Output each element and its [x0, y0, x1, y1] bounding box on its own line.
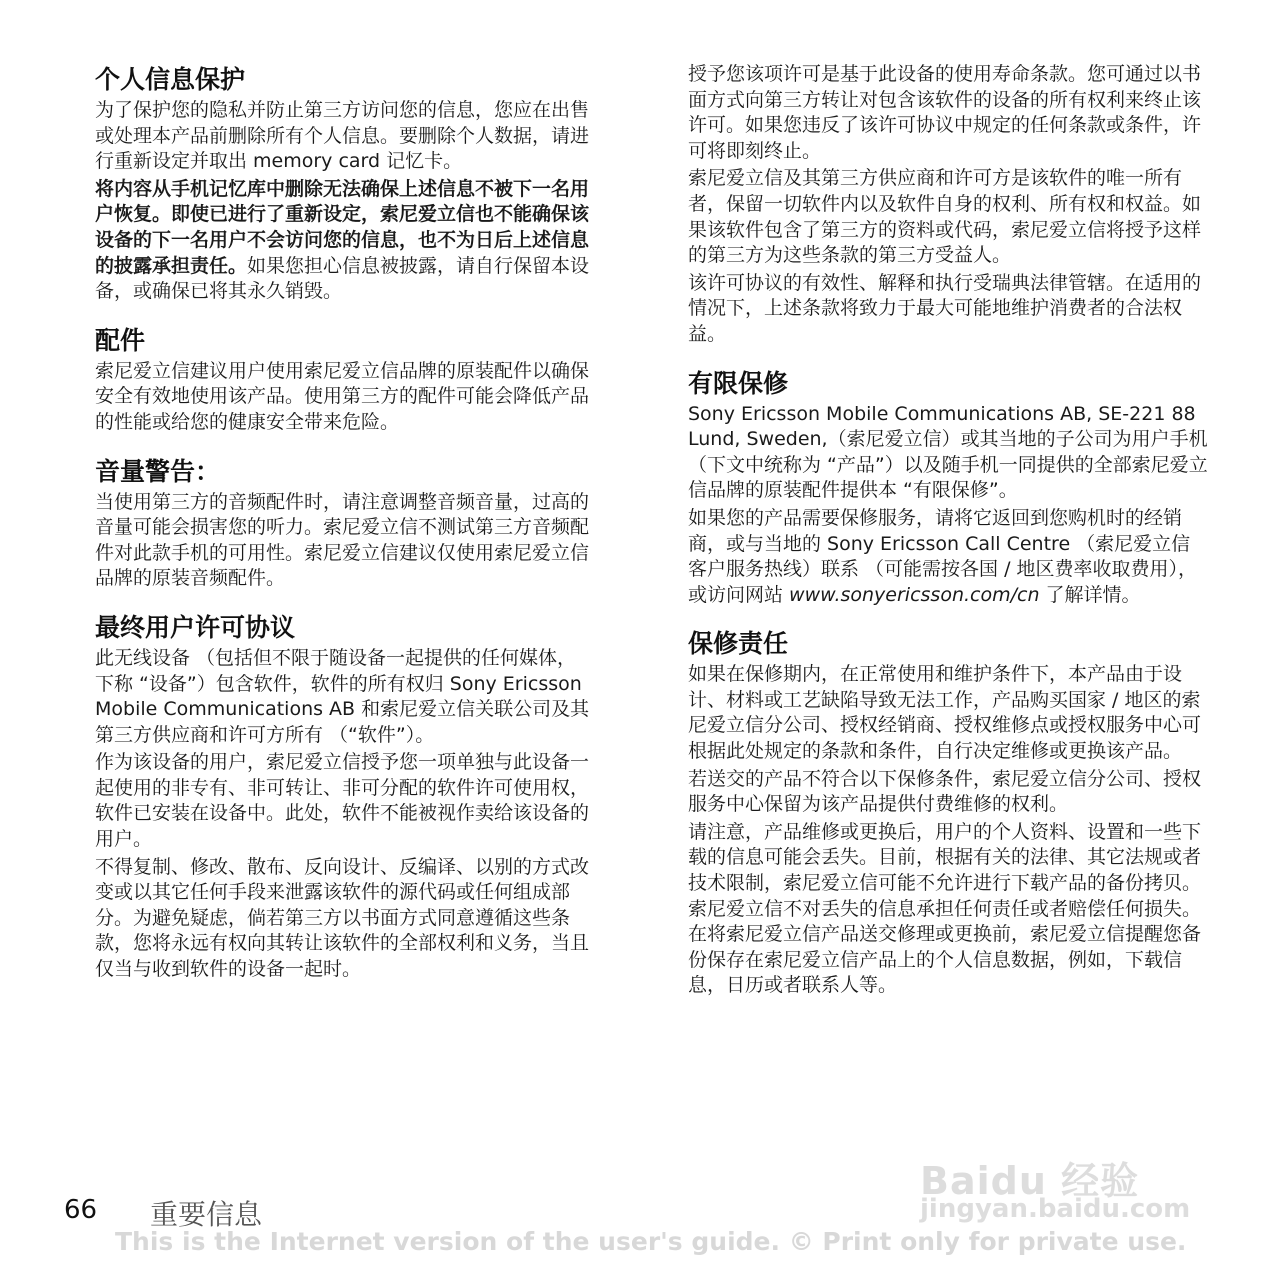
eula-cont-paragraph-3: 该许可协议的有效性、解释和执行受瑞典法律管辖。在适用的情况下，上述条款将致力于最大可能地维护消费者的合法权益。: [688, 271, 1202, 345]
eula-paragraph-1: 此无线设备 （包括但不限于随设备一起提供的任何媒体，下称 “设备”）包含软件，软件的所有权归 Sony Ericsson Mobile Communications AB 和索尼爱立信关联公司及其第三方供应商和许可方所有 （“软件”）。: [95, 646, 590, 746]
warranty-paragraph-1: Sony Ericsson Mobile Communications AB, SE-221 88 Lund, Sweden,（索尼爱立信）或其当地的子公司为用户手机 （下文中统称为 “产品”）以及随手机一同提供的全部索尼爱立信品牌的原装配件提供本 “有限保修”。: [688, 402, 1208, 502]
warranty-paragraph-2: [688, 506, 1208, 608]
page-number: 66: [64, 1195, 98, 1225]
accessories-paragraph: 索尼爱立信建议用户使用索尼爱立信品牌的原装配件以确保安全有效地使用该产品。使用第三方的配件可能会降低产品的性能或给您的健康安全带来危险。: [95, 359, 590, 433]
eula-cont-paragraph-2: 索尼爱立信及其第三方供应商和许可方是该软件的唯一所有者，保留一切软件内以及软件自身的权利、所有权和权益。如果该软件包含了第三方的资料或代码，索尼爱立信将授予这样的第三方为这些条款的第三方受益人。: [688, 167, 1202, 267]
volume-paragraph: 当使用第三方的音频配件时，请注意调整音频音量，过高的音量可能会损害您的听力。索尼爱立信不测试第三方音频配件对此款手机的可用性。索尼爱立信建议仅使用索尼爱立信品牌的原装音频配件。: [95, 490, 590, 590]
eula-cont-paragraph-1: 授予您该项许可是基于此设备的使用寿命条款。您可通过以书面方式向第三方转让对包含该软件的设备的所有权利来终止该许可。如果您违反了该许可协议中规定的任何条款或条件，许可将即刻终止。: [688, 63, 1202, 162]
privacy-bold-text: 将内容从手机记忆库中删除无法确保上述信息不被下一名用户恢复。即使已进行了重新设定，索尼爱立信也不能确保该设备的下一名用户不会访问您的信息，也不为日后上述信息的披露承担责任。: [95, 177, 590, 277]
liability-section: [688, 626, 1208, 999]
privacy-rest-text: 如果您担心信息被披露，请自行保留本设备，或确保已将其永久销毁。: [95, 254, 590, 303]
website-link[interactable]: www.sonyericsson.com/cn: [789, 583, 1040, 606]
liability-paragraph-3: 请注意，产品维修或更换后，用户的个人资料、设置和一些下载的信息可能会丢失。目前，根据有关的法律、其它法规或者技术限制，索尼爱立信可能不允许进行下载产品的备份拷贝。索尼爱立信不对丢失的信息承担任何责任或者赔偿任何损失。在将索尼爱立信产品送交修理或更换前，索尼爱立信提醒您备份保存在索尼爱立信产品上的个人信息数据，例如，下载信息，日历或者联系人等。: [688, 820, 1202, 997]
privacy-paragraph-2: [95, 177, 595, 305]
privacy-heading: 个人信息保护: [95, 65, 246, 94]
left-column: [95, 62, 595, 1001]
warranty-heading: 有限保修: [688, 368, 789, 398]
watermark-logo: Baidu 经验: [920, 1159, 1140, 1203]
footer-disclaimer: This is the Internet version of the user's guide. © Print only for private use.: [115, 1227, 1187, 1256]
baidu-watermark: [920, 1150, 1200, 1230]
eula-section: [95, 610, 595, 983]
eula-paragraph-2: 作为该设备的用户，索尼爱立信授予您一项单独与此设备一起使用的非专有、非可转让、非可分配的软件许可使用权，软件已安装在设备中。此处，软件不能被视作卖给该设备的用户。: [95, 751, 590, 851]
volume-section: [95, 454, 595, 592]
privacy-paragraph-1: 为了保护您的隐私并防止第三方访问您的信息，您应在出售或处理本产品前删除所有个人信息。要删除个人数据，请进行重新设定并取出 memory card 记忆卡。: [95, 99, 590, 173]
warranty-section: [688, 366, 1208, 609]
accessories-heading: 配件: [95, 325, 146, 355]
warranty-p2-tail: 了解详情。: [1039, 583, 1141, 606]
eula-continued-section: [688, 62, 1208, 348]
accessories-section: [95, 323, 595, 436]
liability-paragraph-1: 如果在保修期内，在正常使用和维护条件下，本产品由于设计、材料或工艺缺陷导致无法工作，产品购买国家 / 地区的索尼爱立信分公司、授权经销商、授权维修点或授权服务中心可根据此处规定的条款和条件，自行决定维修或更换该产品。: [688, 663, 1202, 763]
footer-section-title: 重要信息: [150, 1198, 263, 1231]
eula-heading: 最终用户许可协议: [95, 612, 296, 642]
volume-heading: 音量警告：: [95, 456, 221, 486]
privacy-section: [95, 62, 595, 305]
eula-paragraph-3: 不得复制、修改、散布、反向设计、反编译、以别的方式改变或以其它任何手段来泄露该软件的源代码或任何组成部分。为避免疑虑，倘若第三方以书面方式同意遵循这些条款，您将永远有权向其转让该软件的全部权利和义务，当且仅当与收到软件的设备一起时。: [95, 855, 590, 981]
liability-heading: 保修责任: [688, 629, 789, 659]
liability-paragraph-2: 若送交的产品不符合以下保修条件，索尼爱立信分公司、授权服务中心保留为该产品提供付费维修的权利。: [688, 767, 1202, 816]
warranty-p2-text: 如果您的产品需要保修服务，请将它返回到您购机时的经销商，或与当地的 Sony Ericsson Call Centre （索尼爱立信客户服务热线）联系 （可能需按各国 / 地区费率收取费用），或访问网站: [688, 506, 1198, 606]
watermark-url: jingyan.baidu.com: [920, 1194, 1191, 1224]
right-column: [688, 62, 1208, 1017]
